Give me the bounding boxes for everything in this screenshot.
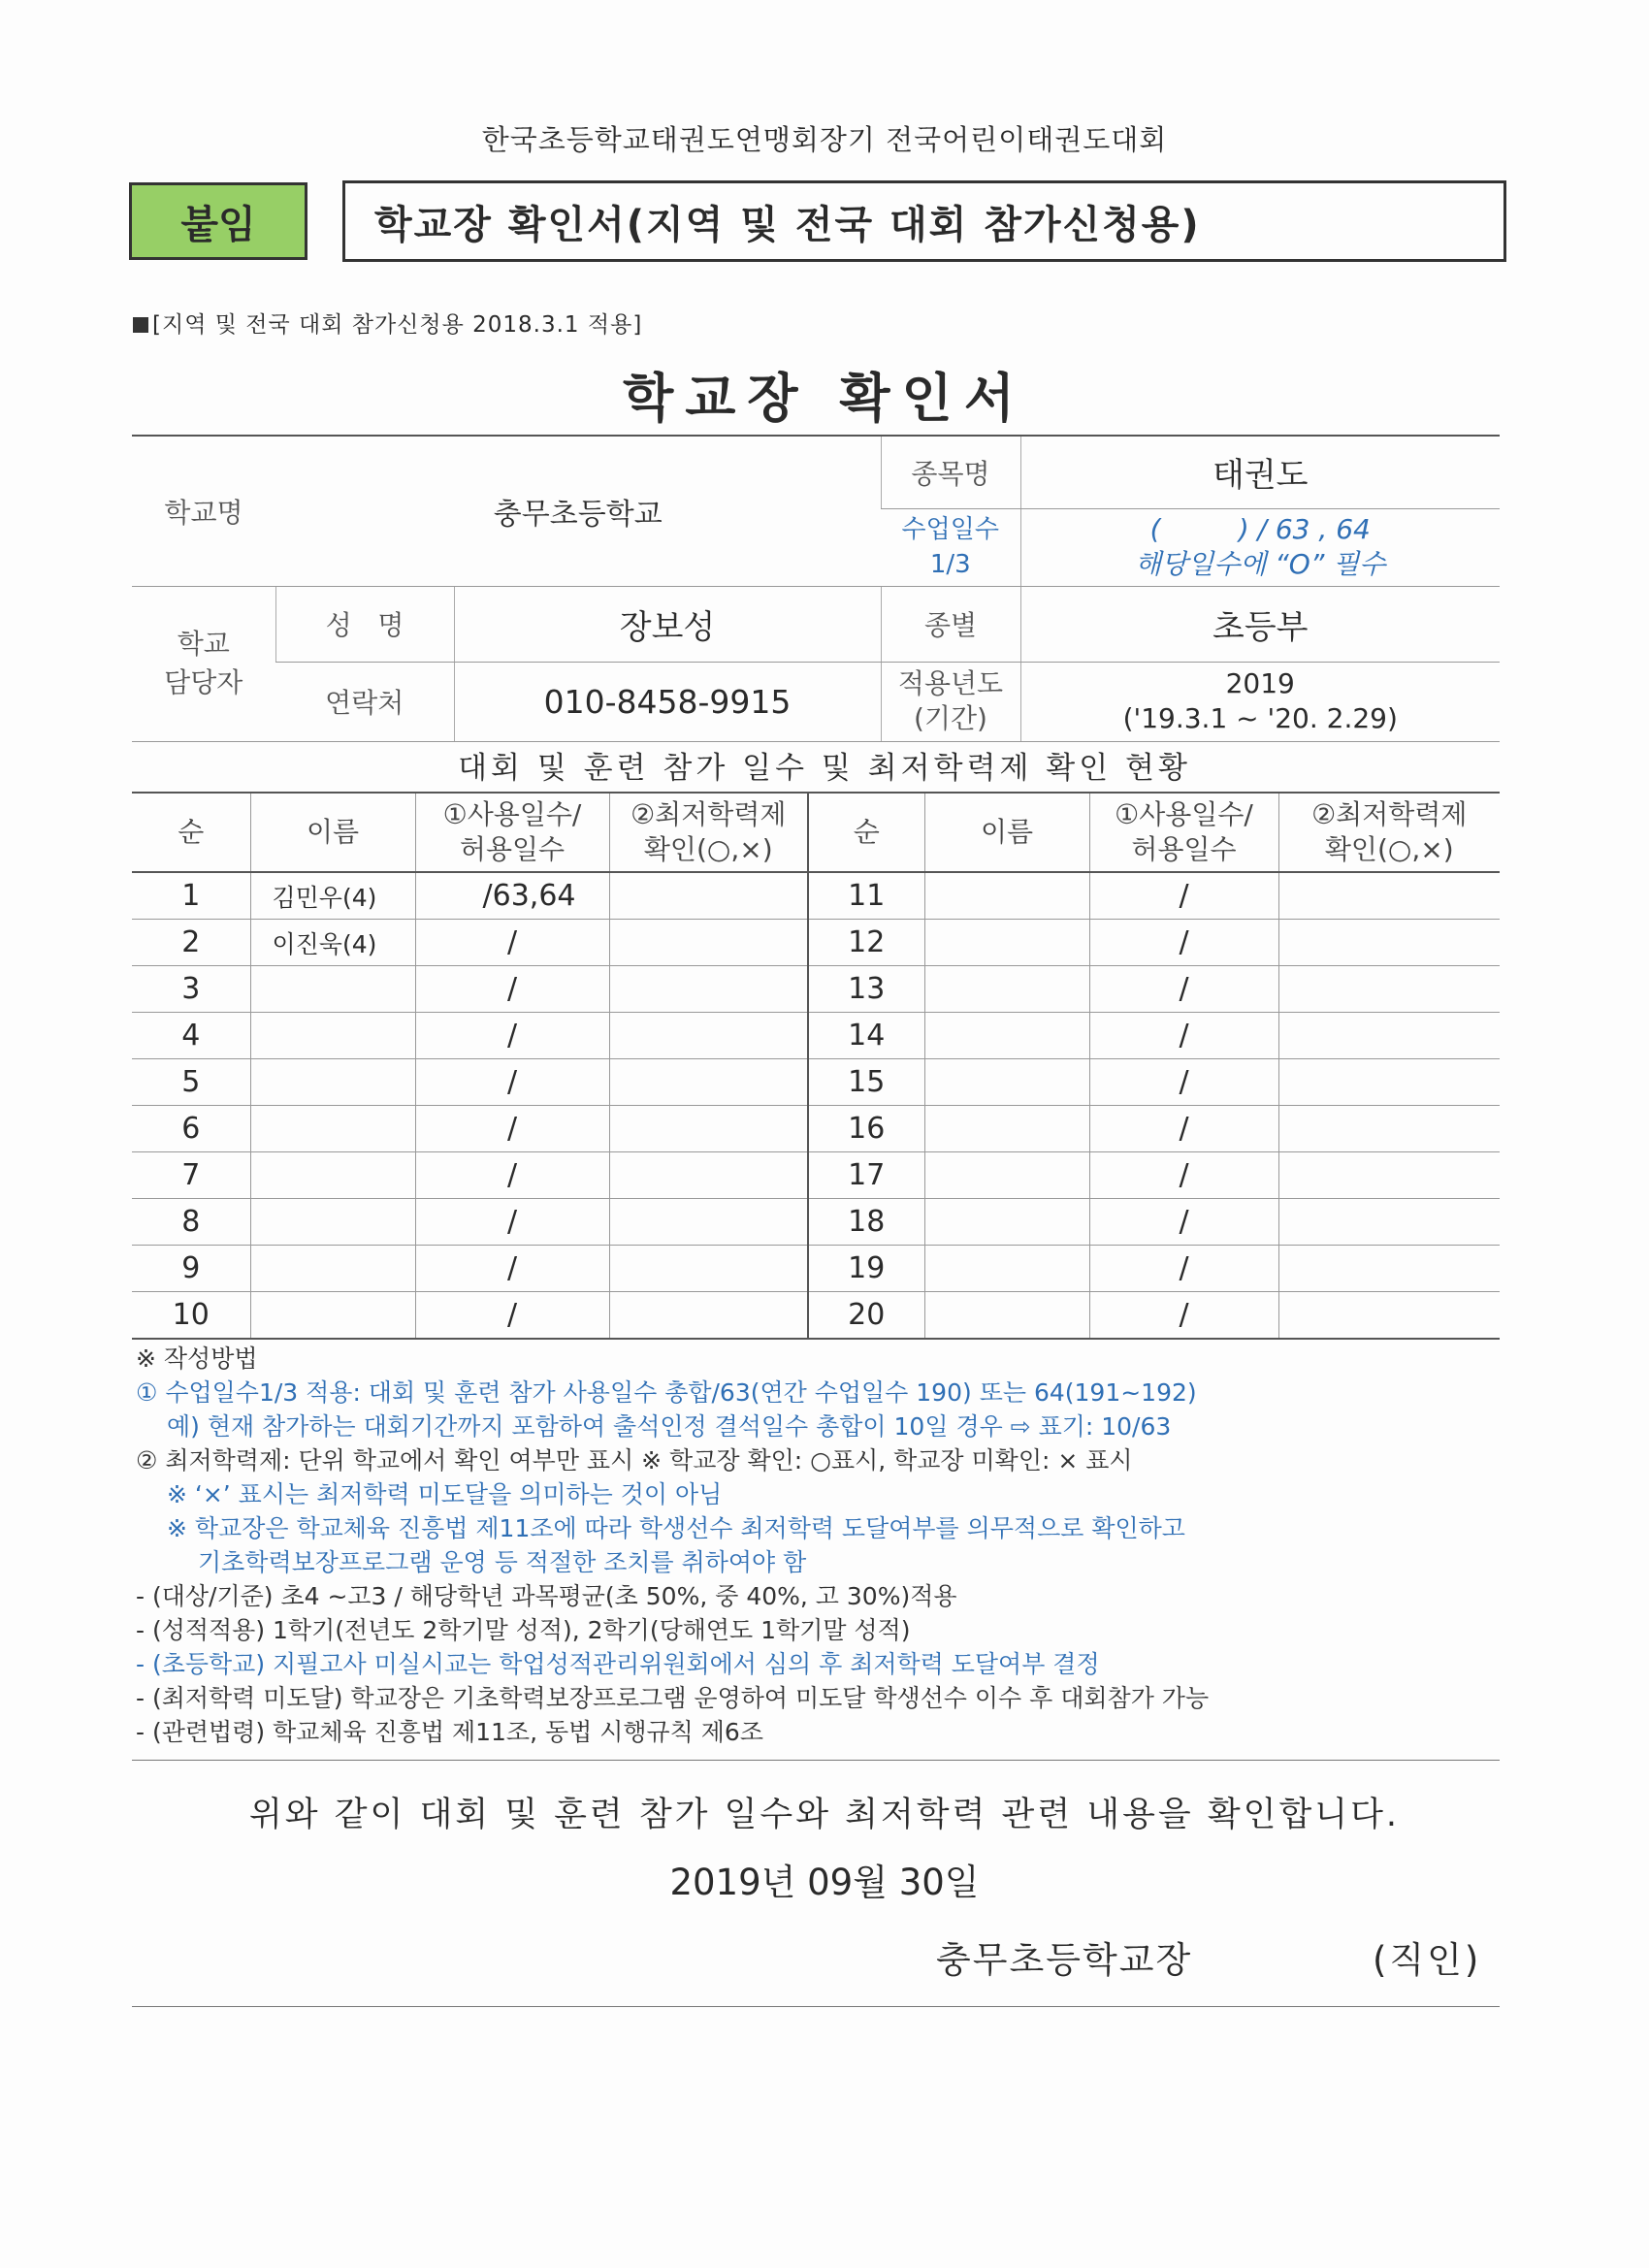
form-title-text: 학교장 확인서(지역 및 전국 대회 참가신청용) [374, 202, 1201, 247]
header-check-right-line2: 확인(○,×) [1324, 833, 1454, 865]
table-row [132, 872, 1500, 920]
row-number: 8 [132, 1199, 250, 1246]
event-label: 종목명 [881, 436, 1020, 508]
min-academic-check [609, 1013, 808, 1059]
row-number: 2 [132, 920, 250, 966]
header-days-right-line2: 허용일수 [1131, 833, 1237, 865]
summary-caption: 대회 및 훈련 참가 일수 및 최저학력제 확인 현황 [458, 751, 1191, 786]
table-row [132, 1292, 1500, 1340]
instruction-line: - (최저학력 미도달) 학교장은 기초학력보장프로그램 운영하여 미도달 학생선수 이수 후 대회참가 가능 [136, 1684, 1210, 1712]
used-days: / [1089, 1199, 1278, 1246]
instruction-line: - (대상/기준) 초4 ~고3 / 해당학년 과목평균(초 50%, 중 40%, 고 30%)적용 [136, 1582, 957, 1610]
student-name [924, 1246, 1089, 1292]
bottom-divider [132, 2006, 1500, 2007]
attendance-body [132, 872, 1500, 1339]
row-number: 12 [808, 920, 924, 966]
used-days: / [415, 1199, 609, 1246]
class-days-label [881, 508, 1020, 586]
student-name: 이진욱(4) [250, 920, 415, 966]
class-days-value [1020, 508, 1500, 586]
used-days: / [415, 1106, 609, 1152]
attendance-table [132, 792, 1500, 1340]
instruction-line: 예) 현재 참가하는 대회기간까지 포함하여 출석인정 결석일수 총합이 10일 경우 ⇨ 표기: 10/63 [167, 1412, 1172, 1441]
school-info-table [132, 435, 1500, 742]
division-label: 종별 [881, 586, 1020, 662]
used-days: / [415, 1152, 609, 1199]
table-row [132, 1059, 1500, 1106]
instruction-line: - (성적적용) 1학기(전년도 2학기말 성적), 2학기(당해연도 1학기말 성적) [136, 1616, 911, 1644]
student-name [924, 1199, 1089, 1246]
class-days-label-line2: 1/3 [929, 550, 971, 579]
student-name [250, 1013, 415, 1059]
instructions-list [136, 1376, 1533, 1749]
used-days: /63,64 [415, 872, 609, 920]
used-days: / [1089, 1059, 1278, 1106]
used-days: / [415, 1246, 609, 1292]
student-name [924, 966, 1089, 1013]
instructions-heading: ※ 작성방법 [136, 1345, 258, 1373]
instruction-line: ② 최저학력제: 단위 학교에서 확인 여부만 표시 ※ 학교장 확인: ○표시, 학교장 미확인: × 표시 [136, 1446, 1133, 1474]
confirmation-statement: 위와 같이 대회 및 훈련 참가 일수와 최저학력 관련 내용을 확인합니다. [248, 1796, 1401, 1834]
student-name [924, 1106, 1089, 1152]
instruction-line: - (초등학교) 지필고사 미실시교는 학업성적관리위원회에서 심의 후 최저학력 도달여부 결정 [136, 1650, 1100, 1678]
year-label [881, 662, 1020, 741]
name-label: 성 명 [275, 586, 454, 662]
used-days: / [1089, 1292, 1278, 1340]
year-value [1020, 662, 1500, 741]
student-name: 김민우(4) [250, 872, 415, 920]
header-check-right [1278, 793, 1500, 872]
table-row [132, 1246, 1500, 1292]
used-days: / [1089, 920, 1278, 966]
row-number: 20 [808, 1292, 924, 1340]
school-name-value: 충무초등학교 [275, 436, 881, 586]
min-academic-check [609, 966, 808, 1013]
row-number: 19 [808, 1246, 924, 1292]
student-name [250, 1106, 415, 1152]
min-academic-check [609, 1246, 808, 1292]
min-academic-check [1278, 872, 1500, 920]
annex-badge: 붙임 [129, 182, 307, 260]
instruction-line: ① 수업일수1/3 적용: 대회 및 훈련 참가 사용일수 총합/63(연간 수업일수 190) 또는 64(191~192) [136, 1378, 1197, 1407]
used-days: / [1089, 1246, 1278, 1292]
document-title: 학교장 확인서 [623, 368, 1026, 429]
row-number: 15 [808, 1059, 924, 1106]
header-no-right: 순 [808, 793, 924, 872]
event-value: 태권도 [1020, 436, 1500, 508]
year-label-line2: (기간) [914, 702, 987, 734]
used-days: / [1089, 966, 1278, 1013]
row-number: 9 [132, 1246, 250, 1292]
square-bullet-icon [133, 317, 148, 333]
header-check-right-line1: ②최저학력제 [1311, 798, 1468, 830]
year-value-line2: ('19.3.1 ~ '20. 2.29) [1122, 702, 1398, 734]
used-days: / [415, 920, 609, 966]
student-name [250, 1199, 415, 1246]
table-row [132, 920, 1500, 966]
header-days-left [415, 793, 609, 872]
row-number: 13 [808, 966, 924, 1013]
used-days: / [1089, 1152, 1278, 1199]
notes-divider [132, 1760, 1500, 1761]
min-academic-check [1278, 1013, 1500, 1059]
header-check-left-line2: 확인(○,×) [643, 833, 773, 865]
student-name [924, 920, 1089, 966]
min-academic-check [609, 1059, 808, 1106]
min-academic-check [1278, 1059, 1500, 1106]
issue-date: 2019년 09월 30일 [669, 1862, 980, 1903]
used-days: / [415, 1292, 609, 1340]
instruction-line: 기초학력보장프로그램 운영 등 적절한 조치를 취하여야 함 [198, 1548, 807, 1576]
phone-value: 010-8458-9915 [454, 662, 881, 741]
min-academic-check [1278, 920, 1500, 966]
header-days-right-line1: ①사용일수/ [1115, 798, 1253, 830]
row-number: 16 [808, 1106, 924, 1152]
form-title [342, 180, 1506, 262]
min-academic-check [1278, 1152, 1500, 1199]
min-academic-check [609, 1106, 808, 1152]
used-days: / [1089, 1013, 1278, 1059]
contact-person-label [132, 586, 275, 741]
row-number: 14 [808, 1013, 924, 1059]
header-check-left [609, 793, 808, 872]
row-number: 5 [132, 1059, 250, 1106]
row-number: 10 [132, 1292, 250, 1340]
used-days: / [415, 1059, 609, 1106]
class-days-label-line1: 수업일수 [901, 515, 999, 544]
class-days-value-line1: ( ) / 63 , 64 [1149, 513, 1371, 545]
student-name [924, 872, 1089, 920]
row-number: 7 [132, 1152, 250, 1199]
division-value: 초등부 [1020, 586, 1500, 662]
applicability-note-text: [지역 및 전국 대회 참가신청용 2018.3.1 적용] [152, 312, 643, 338]
applicability-note [133, 307, 642, 339]
top-heading: 한국초등학교태권도연맹회장기 전국어린이태권도대회 [481, 123, 1168, 156]
min-academic-check [609, 1199, 808, 1246]
min-academic-check [609, 872, 808, 920]
min-academic-check [609, 1292, 808, 1340]
signatory: 충무초등학교장 [936, 1939, 1193, 1981]
header-days-right [1089, 793, 1278, 872]
row-number: 1 [132, 872, 250, 920]
min-academic-check [1278, 1292, 1500, 1340]
header-check-left-line1: ②최저학력제 [630, 798, 787, 830]
min-academic-check [1278, 966, 1500, 1013]
header-name-right: 이름 [924, 793, 1089, 872]
student-name [250, 1292, 415, 1340]
row-number: 11 [808, 872, 924, 920]
table-row [132, 966, 1500, 1013]
row-number: 6 [132, 1106, 250, 1152]
header-name-left: 이름 [250, 793, 415, 872]
instruction-line: - (관련법령) 학교체육 진흥법 제11조, 동법 시행규칙 제6조 [136, 1718, 763, 1746]
phone-label: 연락처 [275, 662, 454, 741]
name-value: 장보성 [454, 586, 881, 662]
used-days: / [415, 966, 609, 1013]
student-name [250, 1246, 415, 1292]
contact-person-label-line2: 담당자 [164, 666, 243, 698]
class-days-value-line2: 해당일수에 “O” 필수 [1135, 548, 1386, 580]
min-academic-check [1278, 1106, 1500, 1152]
min-academic-check [609, 920, 808, 966]
row-number: 4 [132, 1013, 250, 1059]
used-days: / [1089, 872, 1278, 920]
contact-person-label-line1: 학교 [177, 628, 230, 660]
header-days-left-line1: ①사용일수/ [442, 798, 582, 830]
table-row [132, 1013, 1500, 1059]
row-number: 18 [808, 1199, 924, 1246]
attendance-header-row [132, 793, 1500, 872]
table-row [132, 1199, 1500, 1246]
row-number: 3 [132, 966, 250, 1013]
year-value-line1: 2019 [1225, 667, 1295, 699]
student-name [250, 1059, 415, 1106]
min-academic-check [1278, 1199, 1500, 1246]
student-name [250, 966, 415, 1013]
student-name [924, 1013, 1089, 1059]
instructions [136, 1342, 1533, 1749]
student-name [924, 1292, 1089, 1340]
table-row [132, 1106, 1500, 1152]
instruction-line: ※ ‘×’ 표시는 최저학력 미도달을 의미하는 것이 아님 [167, 1480, 723, 1508]
student-name [924, 1059, 1089, 1106]
header-no-left: 순 [132, 793, 250, 872]
header-days-left-line2: 허용일수 [459, 833, 566, 865]
min-academic-check [1278, 1246, 1500, 1292]
year-label-line1: 적용년도 [897, 667, 1004, 699]
used-days: / [1089, 1106, 1278, 1152]
instruction-line: ※ 학교장은 학교체육 진흥법 제11조에 따라 학생선수 최저학력 도달여부를 의무적으로 확인하고 [167, 1514, 1185, 1542]
school-name-label: 학교명 [132, 436, 275, 586]
official-seal-label: (직인) [1373, 1939, 1482, 1981]
used-days: / [415, 1013, 609, 1059]
student-name [250, 1152, 415, 1199]
table-row [132, 1152, 1500, 1199]
min-academic-check [609, 1152, 808, 1199]
student-name [924, 1152, 1089, 1199]
row-number: 17 [808, 1152, 924, 1199]
